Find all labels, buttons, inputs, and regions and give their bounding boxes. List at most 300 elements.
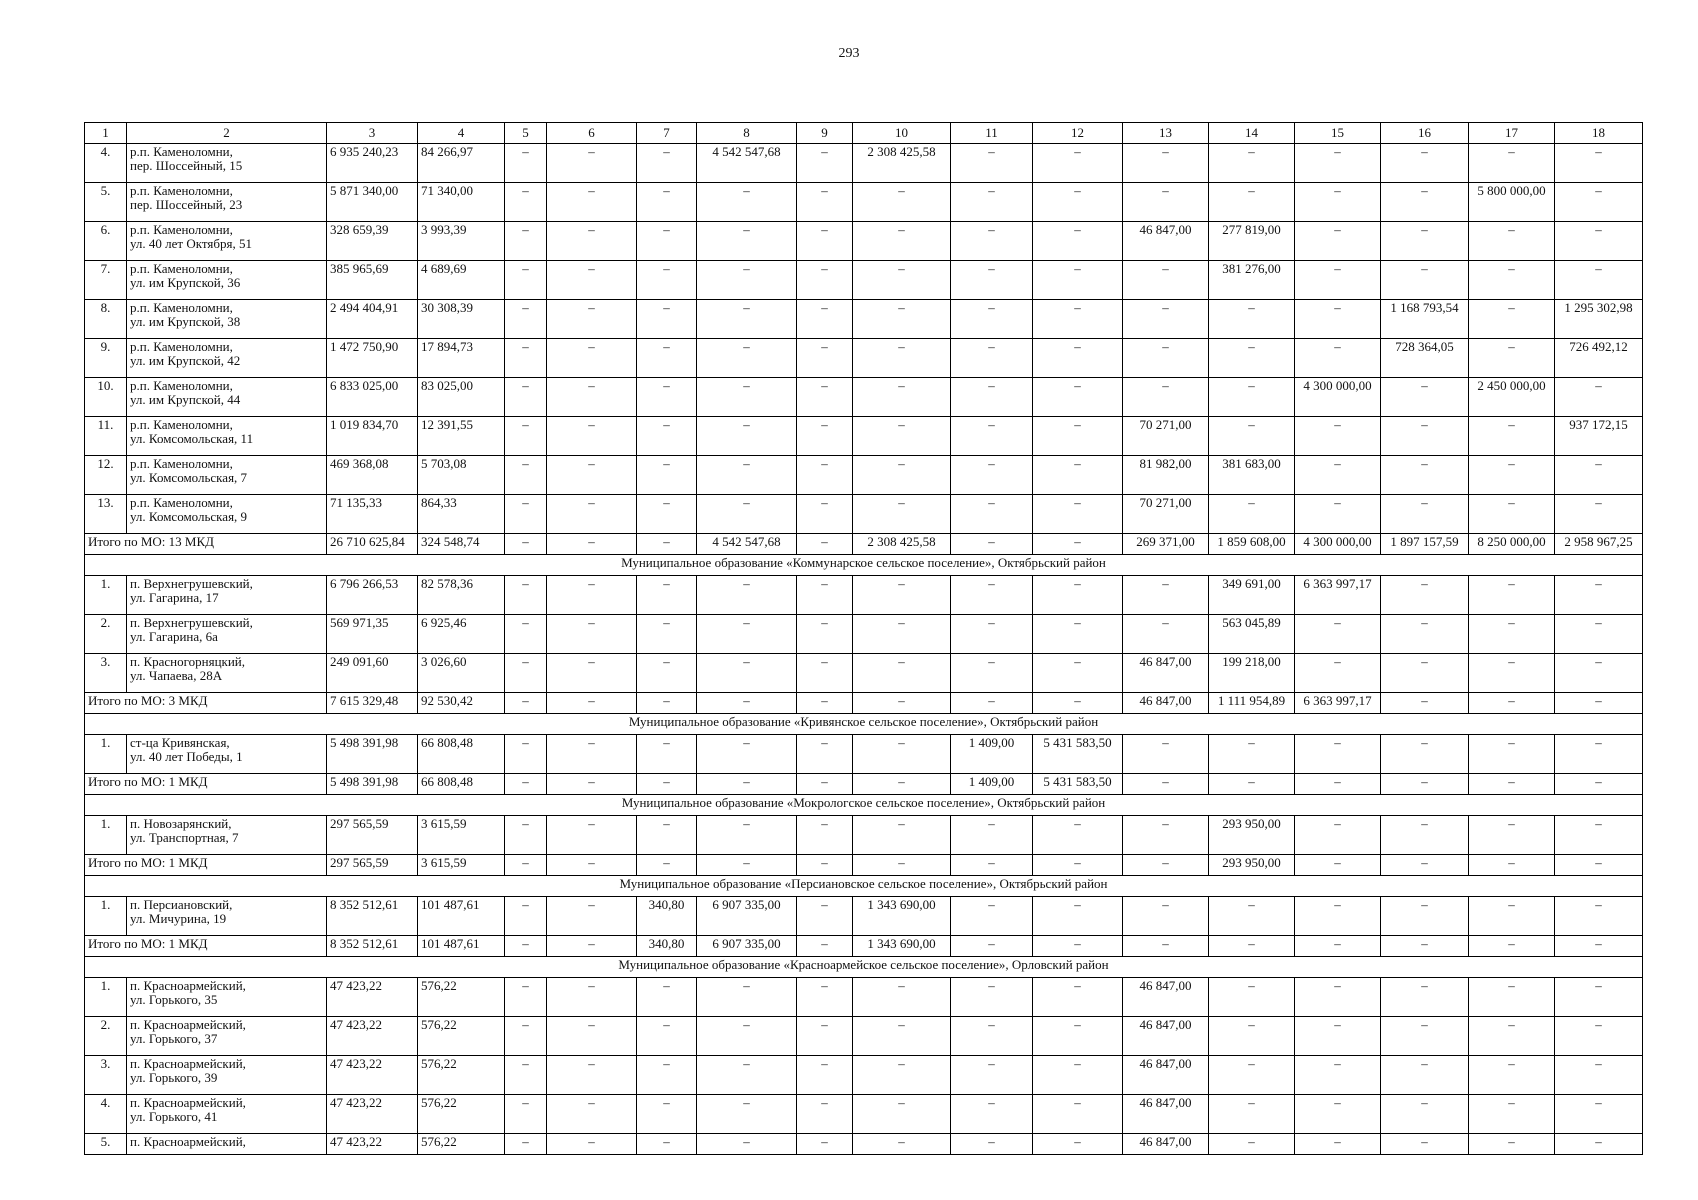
value-cell: – [697, 654, 797, 693]
value-cell: – [637, 534, 697, 555]
value-cell: – [1209, 495, 1295, 534]
value-cell: – [1123, 183, 1209, 222]
table-row [85, 300, 1643, 339]
value-cell: – [1033, 183, 1123, 222]
value-cell: – [1033, 417, 1123, 456]
value-cell: – [505, 1056, 547, 1095]
value-cell: – [1209, 1017, 1295, 1056]
value-cell: – [505, 417, 547, 456]
table-row [85, 144, 1643, 183]
address-cell [127, 261, 327, 300]
value-cell: – [547, 1056, 637, 1095]
value-cell: – [1555, 654, 1643, 693]
total-row [85, 693, 1643, 714]
address-line-2: пер. Шоссейный, 23 [130, 197, 243, 212]
value-cell: – [951, 378, 1033, 417]
value-cell: – [1555, 144, 1643, 183]
value-cell: – [1381, 417, 1469, 456]
table-row [85, 978, 1643, 1017]
total-label: Итого по МО: 1 МКД [85, 936, 327, 957]
value-cell: 1 472 750,90 [327, 339, 418, 378]
value-cell: – [1555, 1017, 1643, 1056]
address-cell [127, 978, 327, 1017]
row-number: 4. [85, 1095, 127, 1134]
value-cell: – [1381, 378, 1469, 417]
value-cell: – [1123, 855, 1209, 876]
value-cell: – [697, 576, 797, 615]
row-number: 1. [85, 897, 127, 936]
value-cell: – [1209, 339, 1295, 378]
value-cell: – [951, 456, 1033, 495]
value-cell: – [951, 222, 1033, 261]
value-cell: 82 578,36 [418, 576, 505, 615]
value-cell: 2 494 404,91 [327, 300, 418, 339]
value-cell: – [505, 735, 547, 774]
address-line-2: ул. им Крупской, 42 [130, 353, 241, 368]
section-row [85, 876, 1643, 897]
total-row [85, 855, 1643, 876]
value-cell: – [637, 816, 697, 855]
value-cell: – [951, 654, 1033, 693]
value-cell: – [951, 339, 1033, 378]
value-cell: – [697, 816, 797, 855]
value-cell: – [1555, 936, 1643, 957]
value-cell: – [1033, 978, 1123, 1017]
value-cell: – [1209, 978, 1295, 1017]
value-cell: – [853, 654, 951, 693]
header-row [85, 123, 1643, 144]
value-cell: – [1209, 144, 1295, 183]
value-cell: – [1033, 693, 1123, 714]
value-cell: – [1209, 936, 1295, 957]
value-cell: 1 019 834,70 [327, 417, 418, 456]
row-number: 8. [85, 300, 127, 339]
value-cell: – [797, 855, 853, 876]
value-cell: – [637, 693, 697, 714]
value-cell: – [697, 183, 797, 222]
value-cell: – [547, 456, 637, 495]
value-cell: – [637, 495, 697, 534]
value-cell: – [797, 978, 853, 1017]
value-cell: – [951, 936, 1033, 957]
value-cell: – [951, 816, 1033, 855]
value-cell: – [797, 417, 853, 456]
table-row [85, 183, 1643, 222]
total-row [85, 936, 1643, 957]
value-cell: – [1469, 417, 1555, 456]
value-cell: – [697, 1017, 797, 1056]
row-number: 11. [85, 417, 127, 456]
value-cell: 8 352 512,61 [327, 936, 418, 957]
value-cell: – [1209, 1134, 1295, 1155]
value-cell: – [1033, 897, 1123, 936]
value-cell: – [797, 774, 853, 795]
value-cell: – [1555, 495, 1643, 534]
value-cell: – [697, 1095, 797, 1134]
value-cell: – [637, 222, 697, 261]
value-cell: – [547, 1095, 637, 1134]
row-number: 12. [85, 456, 127, 495]
value-cell: – [637, 261, 697, 300]
value-cell: – [505, 261, 547, 300]
column-header: 14 [1209, 123, 1295, 144]
total-row [85, 534, 1643, 555]
value-cell: – [547, 378, 637, 417]
section-title: Муниципальное образование «Коммунарское сельское поселение», Октябрьский район [85, 555, 1643, 576]
value-cell: 6 833 025,00 [327, 378, 418, 417]
address-cell [127, 654, 327, 693]
address-line-2: ул. Комсомольская, 7 [130, 470, 248, 485]
value-cell: – [1381, 693, 1469, 714]
value-cell: – [1295, 1017, 1381, 1056]
address-line-2: ул. 40 лет Победы, 1 [130, 749, 243, 764]
value-cell: – [637, 456, 697, 495]
value-cell: 726 492,12 [1555, 339, 1643, 378]
value-cell: 6 907 335,00 [697, 897, 797, 936]
address-cell [127, 222, 327, 261]
value-cell: – [951, 1056, 1033, 1095]
address-line-2: ул. Гагарина, 17 [130, 590, 219, 605]
value-cell: 5 498 391,98 [327, 774, 418, 795]
value-cell: 385 965,69 [327, 261, 418, 300]
value-cell: – [853, 1134, 951, 1155]
value-cell: – [547, 339, 637, 378]
value-cell: – [1033, 1134, 1123, 1155]
value-cell: – [1209, 417, 1295, 456]
value-cell: – [1555, 222, 1643, 261]
address-line-1: п. Красноармейский, [130, 1095, 246, 1110]
value-cell: – [951, 615, 1033, 654]
value-cell: – [797, 378, 853, 417]
section-row [85, 714, 1643, 735]
value-cell: – [547, 495, 637, 534]
value-cell: – [797, 897, 853, 936]
value-cell: – [1033, 300, 1123, 339]
address-line-2: ул. Мичурина, 19 [130, 911, 227, 926]
value-cell: – [1381, 816, 1469, 855]
table-row [85, 495, 1643, 534]
value-cell: 70 271,00 [1123, 495, 1209, 534]
address-line-2: ул. Чапаева, 28А [130, 668, 223, 683]
column-header: 1 [85, 123, 127, 144]
column-header: 7 [637, 123, 697, 144]
address-line-1: п. Красноармейский, [130, 1017, 246, 1032]
value-cell: – [505, 693, 547, 714]
value-cell: 46 847,00 [1123, 1134, 1209, 1155]
value-cell: 4 300 000,00 [1295, 378, 1381, 417]
value-cell: – [853, 1017, 951, 1056]
value-cell: – [505, 774, 547, 795]
value-cell: – [853, 735, 951, 774]
value-cell: – [1033, 816, 1123, 855]
value-cell: – [1033, 615, 1123, 654]
table-row [85, 1095, 1643, 1134]
address-line-2: ул. Гагарина, 6а [130, 629, 218, 644]
value-cell: 2 450 000,00 [1469, 378, 1555, 417]
row-number: 6. [85, 222, 127, 261]
value-cell: – [853, 774, 951, 795]
value-cell: – [697, 735, 797, 774]
value-cell: – [1469, 654, 1555, 693]
section-title: Муниципальное образование «Кривянское сельское поселение», Октябрьский район [85, 714, 1643, 735]
value-cell: 340,80 [637, 936, 697, 957]
value-cell: 1 409,00 [951, 735, 1033, 774]
value-cell: – [1469, 1017, 1555, 1056]
address-line-2: ул. Транспортная, 7 [130, 830, 239, 845]
value-cell: – [547, 654, 637, 693]
table-row [85, 222, 1643, 261]
value-cell: 66 808,48 [418, 774, 505, 795]
value-cell: 576,22 [418, 1056, 505, 1095]
value-cell: – [797, 339, 853, 378]
value-cell: – [951, 978, 1033, 1017]
value-cell: – [637, 1056, 697, 1095]
column-header: 12 [1033, 123, 1123, 144]
value-cell: – [1381, 936, 1469, 957]
value-cell: – [505, 978, 547, 1017]
value-cell: – [637, 735, 697, 774]
value-cell: – [1209, 300, 1295, 339]
value-cell: – [797, 534, 853, 555]
value-cell: – [797, 654, 853, 693]
address-cell [127, 495, 327, 534]
address-cell [127, 1095, 327, 1134]
value-cell: – [1555, 261, 1643, 300]
value-cell: – [951, 144, 1033, 183]
value-cell: 5 431 583,50 [1033, 735, 1123, 774]
table-row [85, 816, 1643, 855]
value-cell: 199 218,00 [1209, 654, 1295, 693]
value-cell: – [1123, 774, 1209, 795]
address-line-1: п. Новозарянский, [130, 816, 232, 831]
value-cell: – [697, 1134, 797, 1155]
value-cell: – [1381, 1095, 1469, 1134]
value-cell: 46 847,00 [1123, 693, 1209, 714]
value-cell: 324 548,74 [418, 534, 505, 555]
value-cell: – [1295, 1095, 1381, 1134]
value-cell: 46 847,00 [1123, 1095, 1209, 1134]
value-cell: 1 409,00 [951, 774, 1033, 795]
value-cell: – [1381, 495, 1469, 534]
value-cell: – [637, 576, 697, 615]
value-cell: – [1033, 576, 1123, 615]
value-cell: – [1381, 1017, 1469, 1056]
value-cell: 71 135,33 [327, 495, 418, 534]
value-cell: – [853, 378, 951, 417]
address-cell [127, 378, 327, 417]
value-cell: 576,22 [418, 1095, 505, 1134]
value-cell: 293 950,00 [1209, 855, 1295, 876]
value-cell: 47 423,22 [327, 1017, 418, 1056]
address-line-1: ст-ца Кривянская, [130, 735, 230, 750]
value-cell: 47 423,22 [327, 1095, 418, 1134]
row-number: 1. [85, 735, 127, 774]
address-line-2: ул. Комсомольская, 9 [130, 509, 248, 524]
value-cell: – [1381, 1134, 1469, 1155]
table-row [85, 615, 1643, 654]
value-cell: 2 958 967,25 [1555, 534, 1643, 555]
total-label: Итого по МО: 1 МКД [85, 774, 327, 795]
value-cell: 81 982,00 [1123, 456, 1209, 495]
value-cell: 2 308 425,58 [853, 144, 951, 183]
value-cell: – [1555, 897, 1643, 936]
value-cell: – [797, 576, 853, 615]
address-line-1: р.п. Каменоломни, [130, 300, 233, 315]
address-line-1: п. Красноармейский, [130, 1056, 246, 1071]
value-cell: – [853, 222, 951, 261]
value-cell: – [1209, 378, 1295, 417]
value-cell: – [1469, 1134, 1555, 1155]
value-cell: 1 111 954,89 [1209, 693, 1295, 714]
value-cell: 349 691,00 [1209, 576, 1295, 615]
address-cell [127, 897, 327, 936]
value-cell: 101 487,61 [418, 936, 505, 957]
value-cell: – [1033, 534, 1123, 555]
value-cell: 71 340,00 [418, 183, 505, 222]
value-cell: 8 250 000,00 [1469, 534, 1555, 555]
row-number: 7. [85, 261, 127, 300]
value-cell: – [505, 897, 547, 936]
value-cell: – [1033, 378, 1123, 417]
value-cell: – [951, 183, 1033, 222]
value-cell: – [1381, 144, 1469, 183]
value-cell: – [797, 1017, 853, 1056]
value-cell: – [1381, 774, 1469, 795]
value-cell: – [547, 735, 637, 774]
section-title: Муниципальное образование «Мокрологское сельское поселение», Октябрьский район [85, 795, 1643, 816]
value-cell: – [547, 144, 637, 183]
value-cell: – [853, 417, 951, 456]
value-cell: – [1469, 339, 1555, 378]
value-cell: 1 343 690,00 [853, 897, 951, 936]
value-cell: – [1295, 615, 1381, 654]
value-cell: – [1123, 576, 1209, 615]
value-cell: 92 530,42 [418, 693, 505, 714]
value-cell: 70 271,00 [1123, 417, 1209, 456]
address-line-2: ул. Комсомольская, 11 [130, 431, 254, 446]
value-cell: – [1469, 978, 1555, 1017]
value-cell: 297 565,59 [327, 816, 418, 855]
value-cell: – [1469, 816, 1555, 855]
value-cell: – [547, 222, 637, 261]
value-cell: – [1555, 1056, 1643, 1095]
address-line-1: р.п. Каменоломни, [130, 339, 233, 354]
value-cell: 6 363 997,17 [1295, 693, 1381, 714]
value-cell: – [797, 183, 853, 222]
address-cell [127, 144, 327, 183]
value-cell: – [1033, 261, 1123, 300]
value-cell: 47 423,22 [327, 1134, 418, 1155]
value-cell: – [1555, 855, 1643, 876]
value-cell: – [1469, 495, 1555, 534]
row-number: 4. [85, 144, 127, 183]
value-cell: – [1295, 339, 1381, 378]
value-cell: – [951, 576, 1033, 615]
value-cell: – [547, 576, 637, 615]
value-cell: – [951, 534, 1033, 555]
value-cell: – [1469, 615, 1555, 654]
value-cell: – [547, 261, 637, 300]
column-header: 13 [1123, 123, 1209, 144]
address-line-2: ул. Горького, 35 [130, 992, 218, 1007]
value-cell: – [1555, 183, 1643, 222]
value-cell: – [1469, 774, 1555, 795]
value-cell: 1 168 793,54 [1381, 300, 1469, 339]
value-cell: 66 808,48 [418, 735, 505, 774]
value-cell: 84 266,97 [418, 144, 505, 183]
table-row [85, 417, 1643, 456]
value-cell: – [1295, 417, 1381, 456]
value-cell: – [1555, 735, 1643, 774]
value-cell: – [637, 378, 697, 417]
value-cell: – [1123, 615, 1209, 654]
value-cell: – [547, 855, 637, 876]
row-number: 3. [85, 1056, 127, 1095]
value-cell: – [1295, 456, 1381, 495]
address-line-2: пер. Шоссейный, 15 [130, 158, 243, 173]
address-line-1: р.п. Каменоломни, [130, 261, 233, 276]
value-cell: 12 391,55 [418, 417, 505, 456]
value-cell: – [1469, 300, 1555, 339]
value-cell: – [505, 339, 547, 378]
value-cell: 381 276,00 [1209, 261, 1295, 300]
value-cell: – [1033, 936, 1123, 957]
value-cell: – [505, 222, 547, 261]
value-cell: – [697, 495, 797, 534]
value-cell: 937 172,15 [1555, 417, 1643, 456]
value-cell: – [697, 222, 797, 261]
value-cell: – [797, 1056, 853, 1095]
value-cell: – [1295, 654, 1381, 693]
row-number: 2. [85, 1017, 127, 1056]
value-cell: – [1469, 456, 1555, 495]
table-row [85, 1056, 1643, 1095]
value-cell: – [951, 897, 1033, 936]
value-cell: – [1295, 495, 1381, 534]
address-line-1: р.п. Каменоломни, [130, 456, 233, 471]
value-cell: – [1381, 735, 1469, 774]
value-cell: – [797, 222, 853, 261]
address-line-2: ул. Горького, 37 [130, 1031, 218, 1046]
address-line-1: р.п. Каменоломни, [130, 222, 233, 237]
value-cell: – [505, 144, 547, 183]
value-cell: – [797, 816, 853, 855]
address-cell [127, 735, 327, 774]
value-cell: – [505, 654, 547, 693]
value-cell: – [1555, 693, 1643, 714]
value-cell: – [1033, 1095, 1123, 1134]
value-cell: – [853, 978, 951, 1017]
row-number: 1. [85, 816, 127, 855]
value-cell: – [637, 1017, 697, 1056]
value-cell: – [637, 1134, 697, 1155]
value-cell: – [797, 1134, 853, 1155]
value-cell: – [505, 495, 547, 534]
table-row [85, 897, 1643, 936]
value-cell: – [505, 855, 547, 876]
value-cell: 864,33 [418, 495, 505, 534]
value-cell: – [547, 300, 637, 339]
table-row-partial [85, 1134, 1643, 1155]
value-cell: 46 847,00 [1123, 222, 1209, 261]
value-cell: – [505, 1017, 547, 1056]
value-cell: – [853, 816, 951, 855]
value-cell: – [505, 1095, 547, 1134]
value-cell: – [637, 417, 697, 456]
column-header: 3 [327, 123, 418, 144]
value-cell: 6 925,46 [418, 615, 505, 654]
value-cell: – [1295, 183, 1381, 222]
